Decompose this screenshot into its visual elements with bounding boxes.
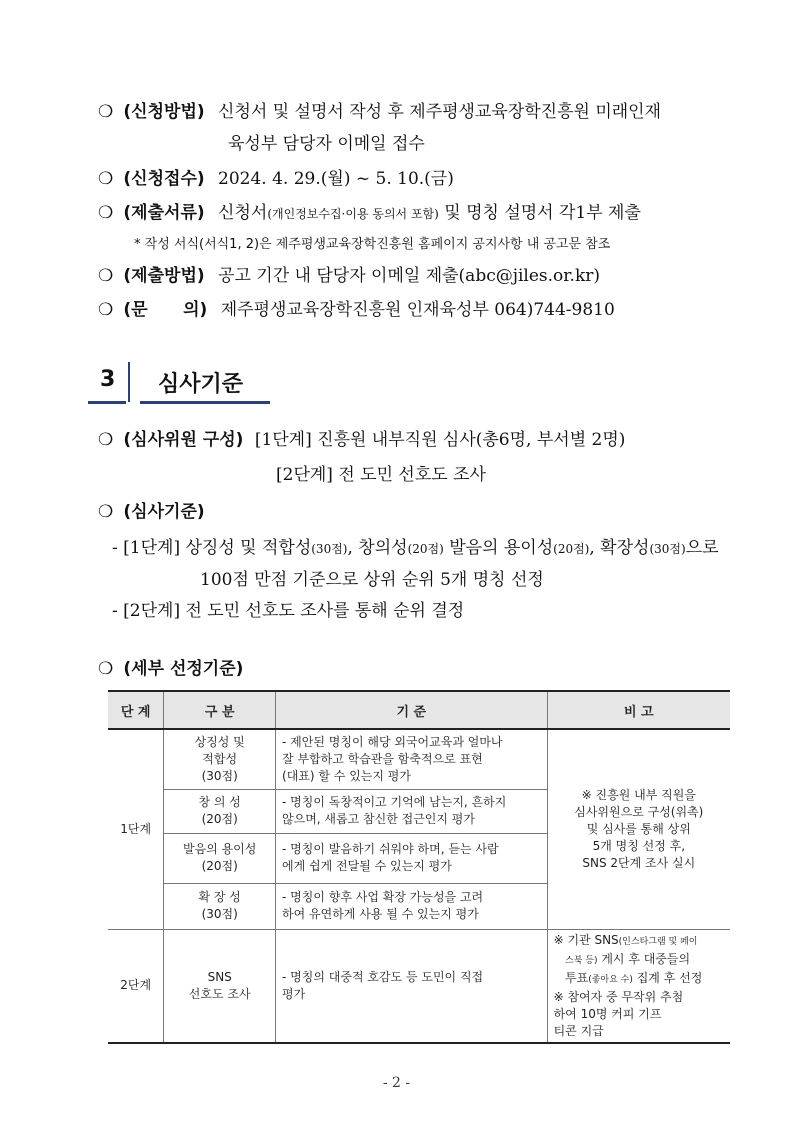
remark-cell: ※ 진흥원 내부 직원을 심사위원으로 구성(위촉) 및 심사를 통해 상위 5개 명칭 선정 후, SNS 2단계 조사 실시 [547, 729, 730, 929]
remark-text: 집계 후 선정 [632, 970, 703, 985]
circle-bullet-icon: ❍ [98, 502, 114, 522]
receipt-label: (신청접수) [123, 169, 205, 189]
category-cell: 상징성 및 적합성 (30점) [164, 729, 276, 789]
method-text-1: 신청서 및 설명서 작성 후 제주평생교육장학진흥원 미래인재 [218, 102, 662, 122]
remark-text: 게시 후 대중들의 [597, 951, 691, 966]
remark-cell [547, 929, 730, 1043]
receipt-row [98, 164, 454, 189]
table-row [108, 929, 730, 1043]
remark-small: (인스타그램 및 페이 [618, 936, 698, 947]
criteria-row [98, 497, 205, 522]
table-header-row [108, 691, 730, 729]
criteria-label: (심사기준) [123, 502, 205, 522]
criteria-stage-1 [112, 533, 719, 558]
section-divider [128, 362, 130, 402]
circle-bullet-icon: ❍ [98, 102, 114, 122]
criteria-text: 으로 [685, 538, 719, 558]
remark-gift: ※ 참여자 중 무작위 추첨 하여 10명 커피 기프 티콘 지급 [553, 989, 684, 1038]
criterion-cell: - 명칭이 향후 사업 확장 가능성을 고려 하여 유연하게 사용 될 수 있는지 평가 [276, 883, 548, 929]
section-underline [88, 401, 126, 404]
category-cell: 발음의 용이성 (20점) [164, 833, 276, 883]
inquiry-text: 제주평생교육장학진흥원 인재육성부 064)744-9810 [220, 300, 615, 320]
method-text-2: 육성부 담당자 이메일 접수 [228, 134, 425, 154]
circle-bullet-icon: ❍ [98, 300, 114, 320]
committee-row [98, 425, 625, 450]
criteria-stage-1-cont: 100점 만점 기준으로 상위 순위 5개 명칭 선정 [200, 570, 544, 590]
docs-text-small: (개인정보수집·이용 동의서 포함) [267, 207, 439, 221]
method-label: (신청방법) [123, 102, 205, 122]
remark-text: ※ 기관 SNS [553, 932, 619, 947]
inquiry-row [98, 295, 615, 320]
criterion-cell: - 제안된 명칭이 해당 외국어교육과 얼마나 잘 부합하고 학습관을 함축적으로 표현 (대표) 할 수 있는지 평가 [276, 729, 548, 789]
criterion-cell: - 명칭의 대중적 호감도 등 도민이 직접 평가 [276, 929, 548, 1043]
criteria-table [108, 690, 730, 1044]
detail-label: (세부 선정기준) [123, 659, 244, 679]
remark-small: (좋아요 수) [588, 974, 633, 985]
docs-note: * 작성 서식(서식1, 2)은 제주평생교육장학진흥원 홈페이지 공지사항 내 공고문 참조 [134, 237, 611, 252]
section-title: 심사기준 [158, 372, 244, 397]
docs-text-a: 신청서 [218, 203, 268, 223]
committee-line-2: [2단계] 전 도민 선호도 조사 [276, 465, 486, 485]
header-criterion: 기 준 [276, 691, 548, 729]
circle-bullet-icon: ❍ [98, 169, 114, 189]
stage-cell: 2단계 [108, 929, 164, 1043]
detail-row [98, 654, 243, 679]
inquiry-label: (문 의) [123, 300, 208, 320]
category-cell: 확 장 성 (30점) [164, 883, 276, 929]
header-remark: 비 고 [547, 691, 730, 729]
committee-line-1: [1단계] 진흥원 내부직원 심사(총6명, 부서별 2명) [254, 430, 626, 450]
submit-row [98, 261, 600, 286]
category-cell: SNS 선호도 조사 [164, 929, 276, 1043]
criteria-score: (30점) [649, 542, 686, 556]
page-number: - 2 - [382, 1075, 411, 1091]
docs-text-b: 및 명칭 설명서 각1부 제출 [444, 203, 641, 223]
method-row [98, 97, 661, 122]
criteria-stage-2: - [2단계] 전 도민 선호도 조사를 통해 순위 결정 [112, 601, 465, 621]
criteria-score: (30점) [311, 542, 348, 556]
docs-row [98, 198, 641, 223]
category-cell: 창 의 성 (20점) [164, 789, 276, 833]
docs-label: (제출서류) [123, 203, 205, 223]
submit-text: 공고 기간 내 담당자 이메일 제출(abc@jiles.or.kr) [218, 266, 601, 286]
circle-bullet-icon: ❍ [98, 430, 114, 450]
table-row [108, 729, 730, 789]
criteria-score: (20점) [553, 542, 590, 556]
circle-bullet-icon: ❍ [98, 266, 114, 286]
stage-cell: 1단계 [108, 729, 164, 929]
remark-small: 스북 등) [565, 955, 598, 966]
circle-bullet-icon: ❍ [98, 659, 114, 679]
criteria-text: , 창의성 [347, 538, 408, 558]
criteria-text: 발음의 용이성 [443, 538, 554, 558]
submit-label: (제출방법) [123, 266, 205, 286]
committee-label: (심사위원 구성) [123, 430, 244, 450]
criteria-score: (20점) [407, 542, 444, 556]
criteria-text: , 확장성 [589, 538, 650, 558]
header-stage: 단 계 [108, 691, 164, 729]
receipt-text: 2024. 4. 29.(월) ~ 5. 10.(금) [218, 169, 454, 189]
section-number: 3 [100, 367, 116, 392]
circle-bullet-icon: ❍ [98, 203, 114, 223]
criterion-cell: - 명칭이 독창적이고 기억에 남는지, 흔하지 않으며, 새롭고 참신한 접근인지 평가 [276, 789, 548, 833]
section-underline [140, 401, 270, 404]
remark-text: 투표 [565, 970, 589, 985]
criteria-text: - [1단계] 상징성 및 적합성 [112, 538, 312, 558]
criterion-cell: - 명칭이 발음하기 쉬워야 하며, 듣는 사람 에게 쉽게 전달될 수 있는지 평가 [276, 833, 548, 883]
header-category: 구 분 [164, 691, 276, 729]
remark-sns [554, 932, 724, 989]
